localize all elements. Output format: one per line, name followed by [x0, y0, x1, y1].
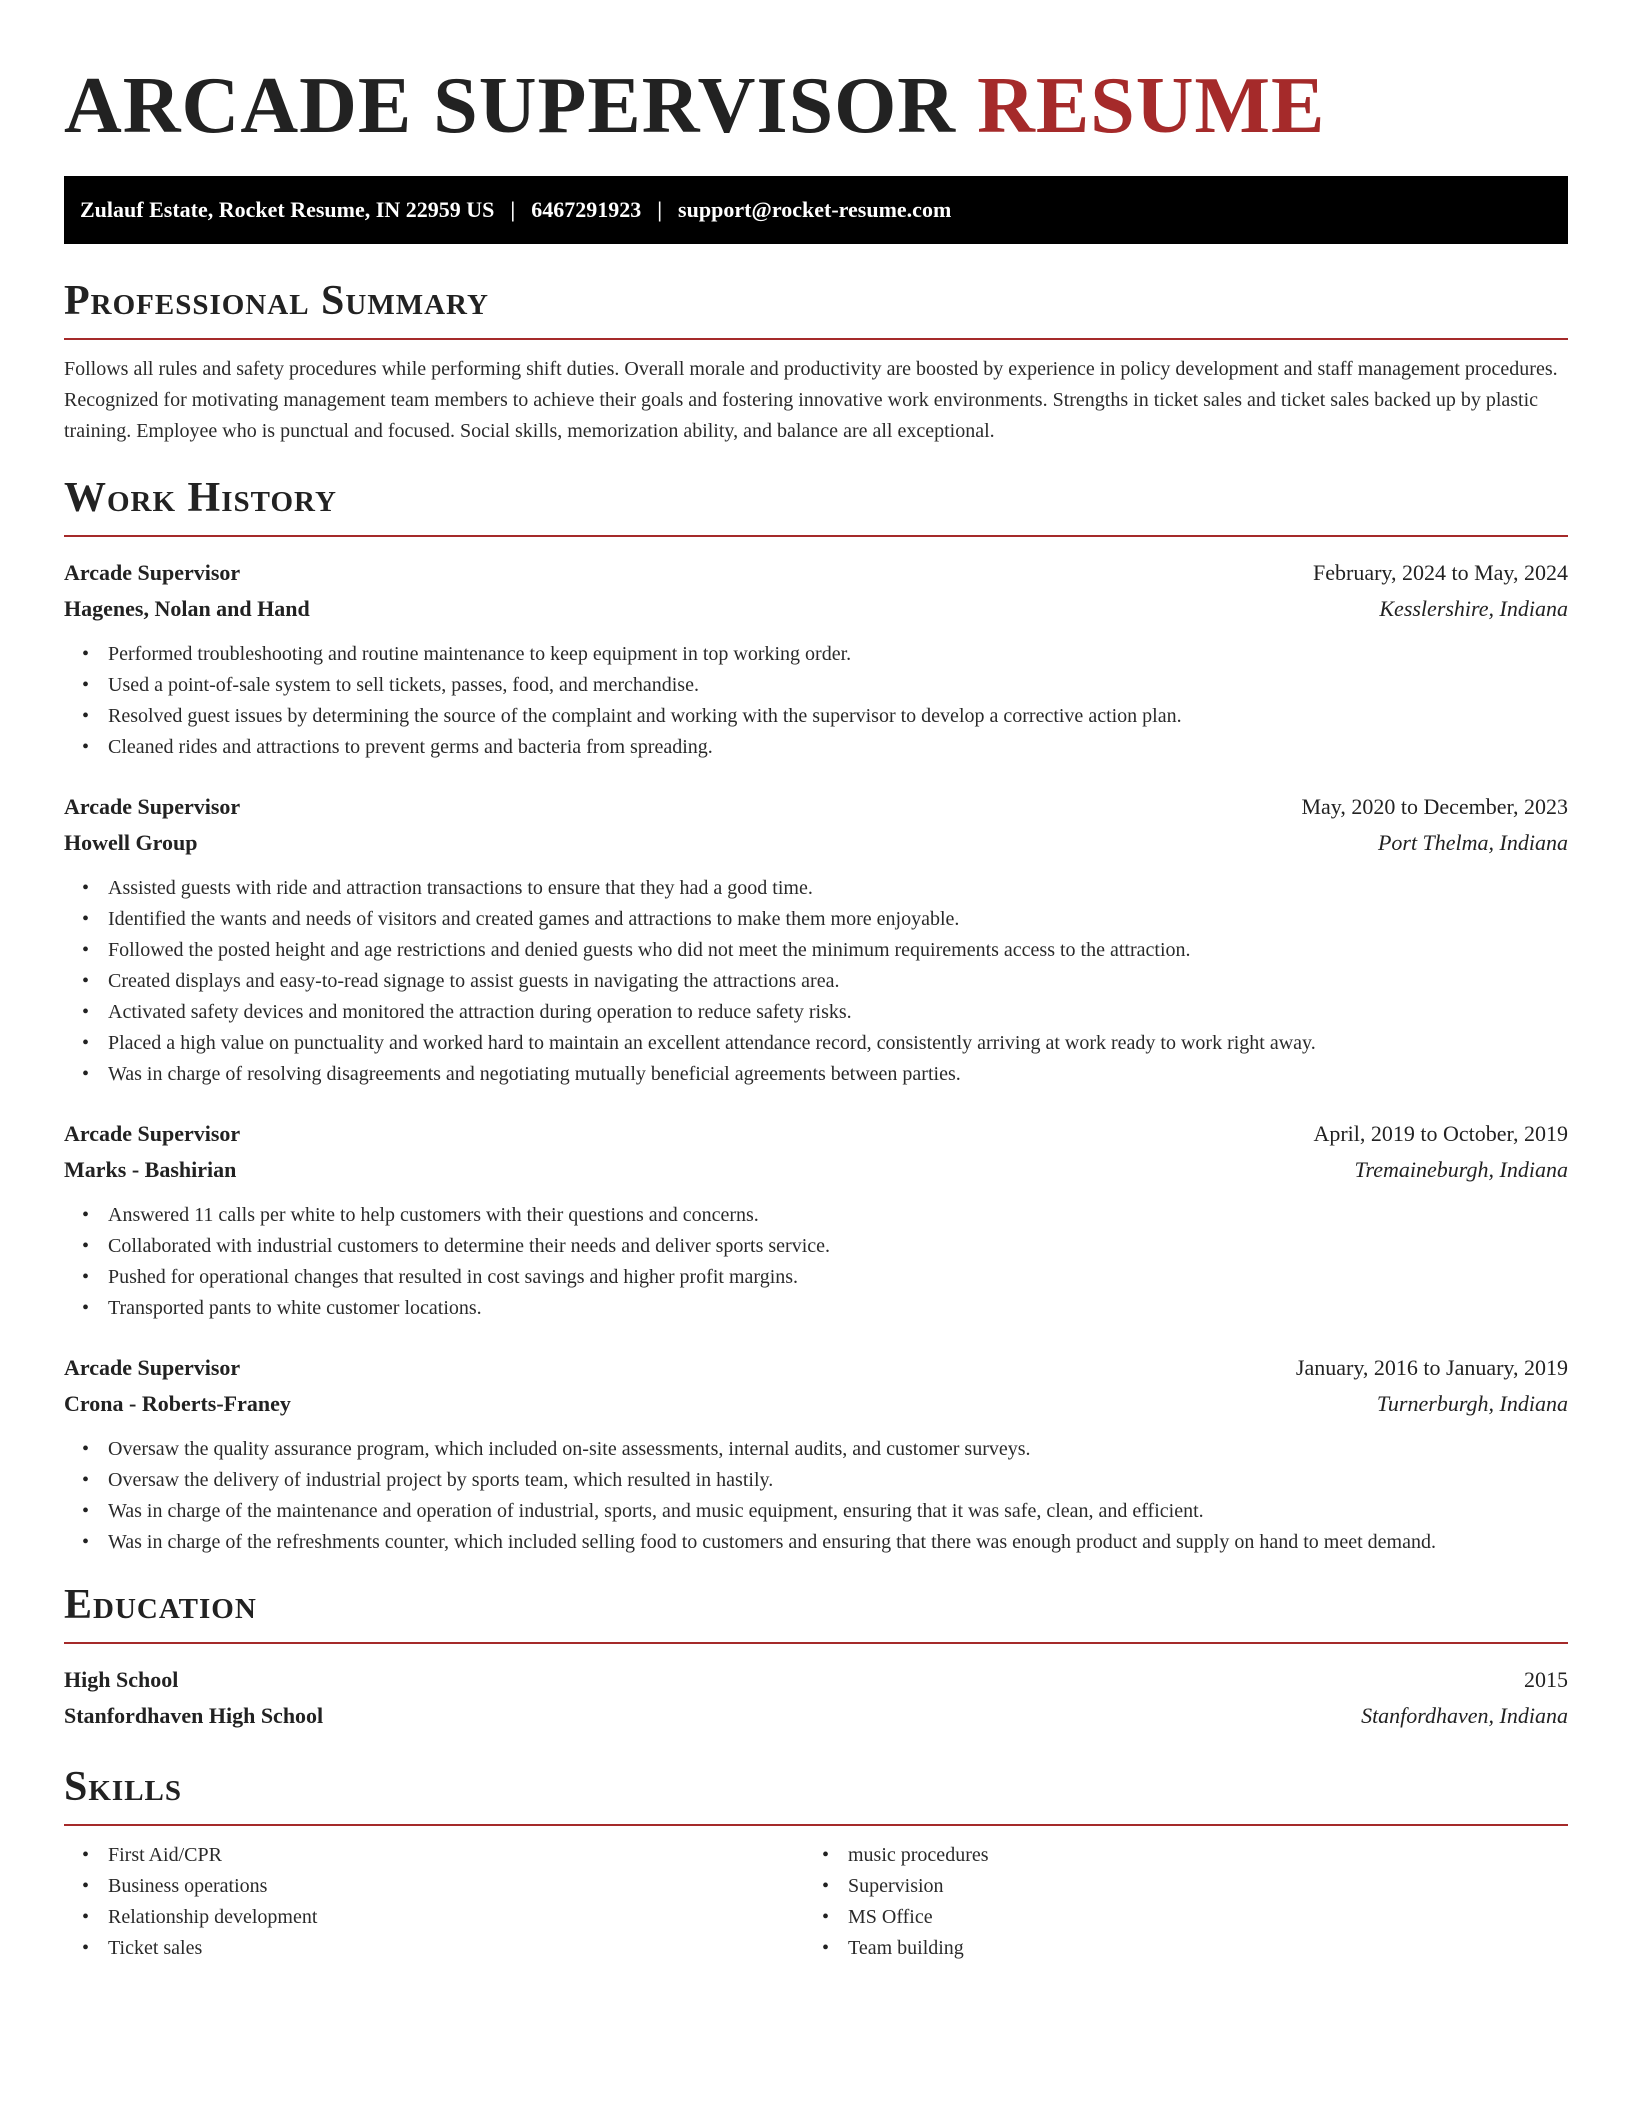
contact-phone: 6467291923 — [531, 197, 642, 222]
education-entry — [64, 1662, 1568, 1734]
list-item: • Assisted guests with ride and attraction transactions to ensure that they had a good time. — [64, 873, 1568, 904]
education-location: Stanfordhaven, Indiana — [1361, 1703, 1568, 1728]
job-duties-list — [64, 639, 1568, 763]
education-school-row — [64, 1698, 1568, 1734]
skill-item: • music procedures — [804, 1840, 1544, 1871]
skills-grid — [64, 1840, 1568, 1964]
job-company-row — [64, 1386, 1568, 1422]
list-item: • Collaborated with industrial customers to determine their needs and deliver sports service. — [64, 1231, 1568, 1262]
section-divider — [64, 338, 1568, 340]
job-company-row — [64, 1152, 1568, 1188]
job-dates: February, 2024 to May, 2024 — [1313, 560, 1568, 585]
skill-item: • Ticket sales — [64, 1933, 804, 1964]
skill-item: • Supervision — [804, 1871, 1544, 1902]
list-item: • Was in charge of resolving disagreements and negotiating mutually beneficial agreements between parties. — [64, 1059, 1568, 1090]
section-divider — [64, 535, 1568, 537]
list-item: • Identified the wants and needs of visitors and created games and attractions to make them more enjoyable. — [64, 904, 1568, 935]
list-item: • Activated safety devices and monitored the attraction during operation to reduce safety risks. — [64, 997, 1568, 1028]
education-school: Stanfordhaven High School — [64, 1703, 324, 1728]
job-entry — [64, 789, 1568, 1090]
job-title: Arcade Supervisor — [64, 560, 241, 585]
list-item: • Was in charge of the refreshments counter, which included selling food to customers and ensuring that there was enough product and supply on hand to meet demand. — [64, 1527, 1568, 1558]
job-duties-list — [64, 873, 1568, 1090]
job-header-row — [64, 1350, 1568, 1386]
job-header-row — [64, 1116, 1568, 1152]
section-heading-skills: Skills — [64, 1764, 183, 1810]
job-company: Howell Group — [64, 830, 198, 855]
job-company: Marks - Bashirian — [64, 1157, 237, 1182]
skills-section — [64, 1762, 1568, 1964]
skill-item: • Relationship development — [64, 1902, 804, 1933]
contact-bar — [64, 176, 1568, 244]
list-item: • Followed the posted height and age restrictions and denied guests who did not meet the minimum requirements access to the attraction. — [64, 935, 1568, 966]
job-title: Arcade Supervisor — [64, 794, 241, 819]
list-item: • Cleaned rides and attractions to prevent germs and bacteria from spreading. — [64, 732, 1568, 763]
job-duties-list — [64, 1434, 1568, 1558]
job-header-row — [64, 555, 1568, 591]
list-item: • Resolved guest issues by determining the source of the complaint and working with the supervisor to develop a corrective action plan. — [64, 701, 1568, 732]
list-item: • Pushed for operational changes that resulted in cost savings and higher profit margins. — [64, 1262, 1568, 1293]
job-company-row — [64, 591, 1568, 627]
job-dates: May, 2020 to December, 2023 — [1301, 794, 1568, 819]
section-divider — [64, 1824, 1568, 1826]
job-company: Crona - Roberts-Franey — [64, 1391, 291, 1416]
title-part-1: ARCADE SUPERVISOR — [64, 62, 957, 150]
list-item: • Transported pants to white customer locations. — [64, 1293, 1568, 1324]
section-heading-work-history: Work History — [64, 475, 337, 521]
section-divider — [64, 1642, 1568, 1644]
education-year: 2015 — [1524, 1667, 1568, 1692]
resume-title — [64, 0, 1568, 176]
contact-email: support@rocket-resume.com — [678, 197, 952, 222]
job-entry — [64, 1350, 1568, 1558]
job-company-row — [64, 825, 1568, 861]
list-item: • Answered 11 calls per white to help customers with their questions and concerns. — [64, 1200, 1568, 1231]
summary-text: Follows all rules and safety procedures while performing shift duties. Overall morale and productivity are boosted by experience in policy development and staff management procedures. Recognized for motivating management team members to achieve their goals and fostering innovative work environments. Strengths in ticket sales and ticket sales backed up by plastic training. Employee who is punctual and focused. Social skills, memorization ability, and balance are all exceptional. — [64, 358, 1558, 442]
list-item: • Placed a high value on punctuality and worked hard to maintain an excellent attendance record, consistently arriving at work ready to work right away. — [64, 1028, 1568, 1059]
skill-item: • MS Office — [804, 1902, 1544, 1933]
job-entry — [64, 1116, 1568, 1324]
list-item: • Oversaw the delivery of industrial project by sports team, which resulted in hastily. — [64, 1465, 1568, 1496]
job-title: Arcade Supervisor — [64, 1355, 241, 1380]
job-location: Tremaineburgh, Indiana — [1354, 1157, 1568, 1182]
education-degree: High School — [64, 1667, 179, 1692]
skill-item: • First Aid/CPR — [64, 1840, 804, 1871]
section-heading-education: Education — [64, 1582, 257, 1628]
list-item: • Created displays and easy-to-read signage to assist guests in navigating the attractions area. — [64, 966, 1568, 997]
job-company: Hagenes, Nolan and Hand — [64, 596, 310, 621]
job-location: Port Thelma, Indiana — [1377, 830, 1568, 855]
title-part-2: RESUME — [977, 62, 1326, 150]
job-dates: April, 2019 to October, 2019 — [1313, 1121, 1568, 1146]
contact-address: Zulauf Estate, Rocket Resume, IN 22959 US — [80, 197, 495, 222]
work-history-section — [64, 473, 1568, 1558]
education-header-row — [64, 1662, 1568, 1698]
contact-separator: | — [510, 197, 516, 222]
job-title: Arcade Supervisor — [64, 1121, 241, 1146]
summary-section — [64, 276, 1568, 447]
job-duties-list — [64, 1200, 1568, 1324]
skills-list-right — [804, 1840, 1544, 1964]
skill-item: • Business operations — [64, 1871, 804, 1902]
skills-list-left — [64, 1840, 804, 1964]
list-item: • Performed troubleshooting and routine maintenance to keep equipment in top working order. — [64, 639, 1568, 670]
list-item: • Oversaw the quality assurance program, which included on-site assessments, internal audits, and customer surveys. — [64, 1434, 1568, 1465]
list-item: • Used a point-of-sale system to sell tickets, passes, food, and merchandise. — [64, 670, 1568, 701]
job-location: Turnerburgh, Indiana — [1376, 1391, 1568, 1416]
job-entry — [64, 555, 1568, 763]
job-header-row — [64, 789, 1568, 825]
job-dates: January, 2016 to January, 2019 — [1295, 1355, 1568, 1380]
skill-item: • Team building — [804, 1933, 1544, 1964]
list-item: • Was in charge of the maintenance and operation of industrial, sports, and music equipment, ensuring that it was safe, clean, and efficient. — [64, 1496, 1568, 1527]
job-location: Kesslershire, Indiana — [1379, 596, 1568, 621]
section-heading-summary: Professional Summary — [64, 278, 489, 324]
education-section — [64, 1580, 1568, 1734]
contact-separator: | — [657, 197, 663, 222]
